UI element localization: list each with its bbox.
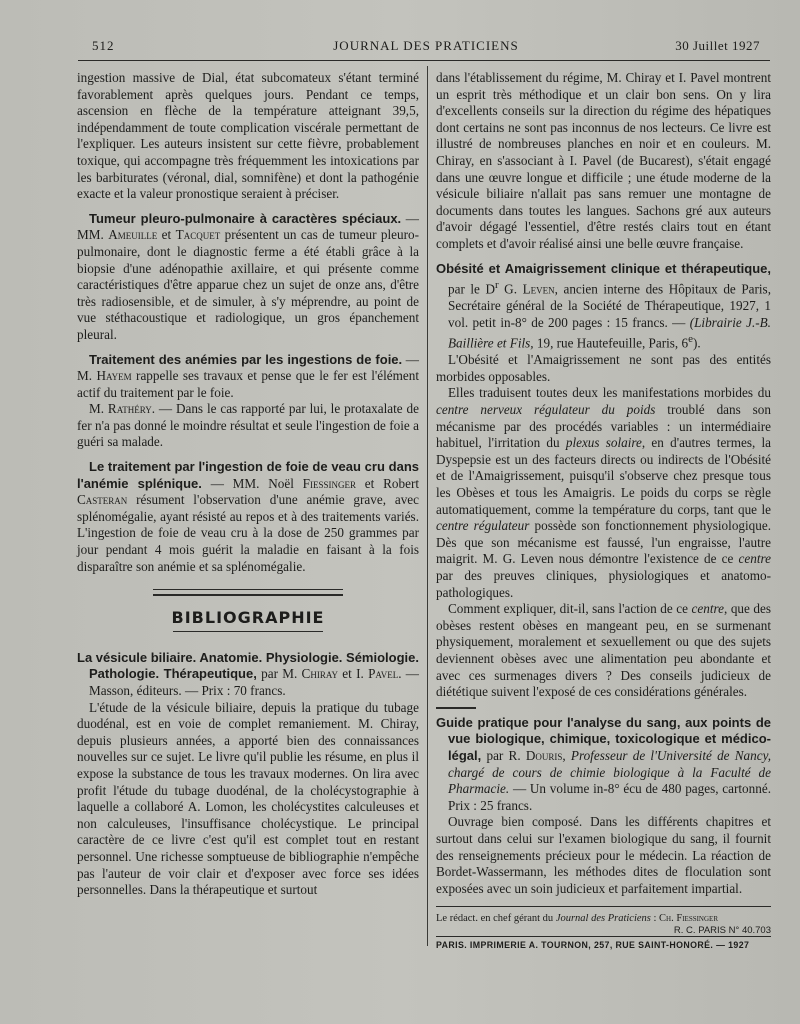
author-name: Casteran bbox=[77, 492, 128, 508]
author-name: Ameuille bbox=[108, 227, 158, 243]
issue-date: 30 Juillet 1927 bbox=[675, 38, 760, 53]
running-header bbox=[92, 38, 760, 56]
heading-underline bbox=[173, 631, 323, 632]
review-paragraph: L'Obésité et l'Amaigrissement ne sont pas des entités morbides opposables. bbox=[436, 352, 771, 384]
book-entry-vesicule: La vésicule biliaire. Anatomie. Physiologie. Sémiologie. Pathologie. Thérapeutique, par M. Chiray et I. Pavel. — Masson, éditeurs. — Prix : 70 francs. bbox=[77, 649, 419, 698]
section-title: Le traitement par l'ingestion de foie de veau cru dans l'anémie splénique. bbox=[77, 459, 419, 491]
right-column bbox=[436, 70, 771, 897]
author-name: Fiessinger bbox=[302, 475, 356, 491]
printer-line: PARIS. IMPRIMERIE A. TOURNON, 257, RUE SAINT-HONORÉ. — 1927 bbox=[436, 940, 750, 950]
paragraph: ingestion massive de Dial, état subcomateux s'étant terminé favorablement après quelques jours. Pendant ce temps, ascension en flèche de la température atteignant 39,5, indépendamment de toute complication viscérale permettant de l'expliquer. Les auteurs insistent sur cette fièvre, probablement toxique, qui accompagne très fréquemment les intoxications par les barbiturates (véronal, dial, somnifène) et dont la pathogénie exacte et la valeur pronostique seraient à préciser. bbox=[77, 70, 419, 202]
page-number: 512 bbox=[92, 38, 115, 53]
paragraph: dans l'établissement du régime, M. Chiray et I. Pavel montrent un esprit très méthodique et un clair bon sens. On y lira d'excellents conseils sur la direction du régime des hépatiques dont certains ne sont pas inconnus de nos lecteurs. Ce livre est illustré de nombreuses planches en noir et en couleurs. M. Chiray, en s'associant à I. Pavel (de Bucarest), s'était engagé dans une œuvre longue et difficile ; une étude moderne de la vésicule biliaire n'allait pas sans remuer une montagne de documents dans toutes les langues. Sachons gré aux auteurs d'avoir dégagé l'essentiel, d'être restés clairs tout en étant complets et d'avoir réalisé ainsi une belle œuvre française. bbox=[436, 70, 771, 251]
footer-rule bbox=[436, 906, 771, 907]
footer-rule bbox=[436, 936, 771, 937]
author-name: Tacquet bbox=[175, 227, 221, 243]
book-title: La vésicule biliaire. Anatomie. Physiologie. Sémiologie. Pathologie. Thérapeutique, bbox=[77, 649, 419, 682]
book-title: Obésité et Amaigrissement clinique et thérapeutique, bbox=[436, 260, 771, 276]
author-name: Leven bbox=[522, 281, 555, 297]
column-divider bbox=[427, 66, 428, 946]
author-name: Chiray bbox=[301, 666, 339, 682]
review-paragraph: Comment expliquer, dit-il, sans l'action de ce centre, que des obèses restent obèses en mangeant peu, en se surmenant physiquement, moralement et sexuellement ou que des sujets deviennent obèses avec une alimentation peu abondante et avec ces surmenages divers ? Des conseils judicieux de diététique suivent l'exposé de ces considérations générales. bbox=[436, 601, 772, 700]
book-title: Guide pratique pour l'analyse du sang, aux points de vue biologique, chimique, toxicologique et médico-légal, bbox=[436, 714, 771, 763]
book-entry-analyse-sang: Guide pratique pour l'analyse du sang, aux points de vue biologique, chimique, toxicologique et médico-légal, par R. Douris, Professeur de l'Université de Nancy, chargé de cours de chimie biologique à la Faculté de Pharmacie. — Un volume in-8° écu de 480 pages, cartonné. Prix : 25 francs. bbox=[436, 714, 771, 813]
book-entry-obesite: Obésité et Amaigrissement clinique et thérapeutique, par le $D^r$ G. Leven, ancien interne des Hôpitaux de Paris, Secrétaire général de la Société de Thérapeutique, 1927, 1 vol. petit in-8° de 200 pages : 15 francs. — (Librairie J.-B. Baillière et Fils, 19, rue Hautefeuille, Paris, 6e). bbox=[436, 260, 771, 351]
journal-title: JOURNAL DES PRATICIENS bbox=[333, 38, 519, 53]
ornament-rule bbox=[153, 589, 343, 596]
review-paragraph: Elles traduisent toutes deux les manifestations morbides du centre nerveux régulateur du poids troublé dans son mécanisme par des procédés variables : un intermédiaire habituel, l'irritation du plexus solaire, en d'autres termes, la Dyspepsie est un des facteurs directs ou indirects de l'Obésité et de l'Amaigrissement, puisqu'il s'observe chez presque tous les Obèses et tous les Amaigris. Le poids du corps se règle automatiquement, comme la température du corps, tant que le centre régulateur possède son fonctionnement physiologique. Dès que son mécanisme est faussé, l'un engraisse, l'autre maigrit. M. G. Leven nous démontre l'existence de ce centre par des preuves cliniques, physiologiques et anatomo-pathologiques. bbox=[436, 385, 772, 600]
section-foie-de-veau: Le traitement par l'ingestion de foie de veau cru dans l'anémie splénique. — MM. Noël Fiessinger et Robert Casteran résument l'observation d'une anémie grave, avec splénomégalie, ayant résisté au repos et à des traitements variés. L'ingestion de foie de veau cru à la dose de 250 grammes par jour pendant 4 mois guérit la maladie en faisant à la fois disparaître son anémie et sa splénomégalie. bbox=[77, 459, 419, 574]
paragraph: M. Rathéry. — Dans le cas rapporté par lui, le protaxalate de fer n'a pas donné le moindre résultat et seule l'ingestion de foie a guéri sa malade. bbox=[77, 401, 419, 450]
bibliographie-heading: BIBLIOGRAPHIE bbox=[171, 608, 325, 628]
publisher: (Librairie J.-B. Baillière et Fils, bbox=[448, 314, 771, 351]
author-name: Rathéry bbox=[107, 401, 152, 417]
review-paragraph: L'étude de la vésicule biliaire, depuis la pratique du tubage duodénal, est en voie de complet remaniement. M. Chiray, depuis plusieurs années, a apporté bien des connaissances nouvelles sur ce sujet. Le livre qu'il publie les résume, en plus il expose la substance de tous les travaux modernes. On lira avec profit l'étude du tubage duodénal, de la cholécystographie à laquelle a collaboré A. Lomon, les cholécystites calculeuses et non calculeuses, l'insuffisance cholécystique. Le principal caractère de ce livre c'est qu'il est complet tout en restant personnel. Une richesse somptueuse de bibliographie n'empêche pas l'auteur de voir clair et d'exposer avec force ses idées personnelles. Dans la thérapeutique et surtout bbox=[77, 699, 419, 898]
review-paragraph: Ouvrage bien composé. Dans les différents chapitres et surtout dans celui sur l'examen biologique du sang, il fournit des renseignements précieux pour le médecin. La réaction de Bordet-Wassermann, les méthodes dites de floculation sont exposées avec un soin judicieux et parfaitement impartial. bbox=[436, 814, 771, 896]
author-name: Pavel bbox=[368, 666, 399, 682]
section-anemies: Traitement des anémies par les ingestions de foie. — M. Hayem rappelle ses travaux et pense que le fer est l'élément actif du traitement par le foie. bbox=[77, 351, 419, 400]
editor-line: Le rédact. en chef gérant du Journal des Praticiens : Ch. Fiessinger R. C. PARIS N° 40.703 bbox=[436, 913, 771, 936]
header-rule bbox=[78, 60, 770, 61]
entry-separator bbox=[436, 707, 476, 709]
registry-number: R. C. PARIS N° 40.703 bbox=[673, 925, 771, 936]
left-column bbox=[77, 70, 419, 899]
author-name: Douris bbox=[525, 747, 563, 763]
section-tumeur: Tumeur pleuro-pulmonaire à caractères spéciaux. — MM. Ameuille et Tacquet présentent un cas de tumeur pleuro-pulmonaire, dont le diagnostic ferme a été établi grâce à la biopsie d'une adénopathie axillaire, et qui présente comme caractéristiques d'être apparue chez un sujet de onze ans, d'être très radiosensible, et de simuler, à s'y méprendre, au point de vue stéthacoustique et radiologique, un gros épanchement pleural. bbox=[77, 210, 419, 342]
author-name: Hayem bbox=[96, 368, 132, 384]
section-title: Traitement des anémies par les ingestions de foie. bbox=[89, 351, 403, 367]
section-title: Tumeur pleuro-pulmonaire à caractères spéciaux. bbox=[89, 210, 402, 226]
